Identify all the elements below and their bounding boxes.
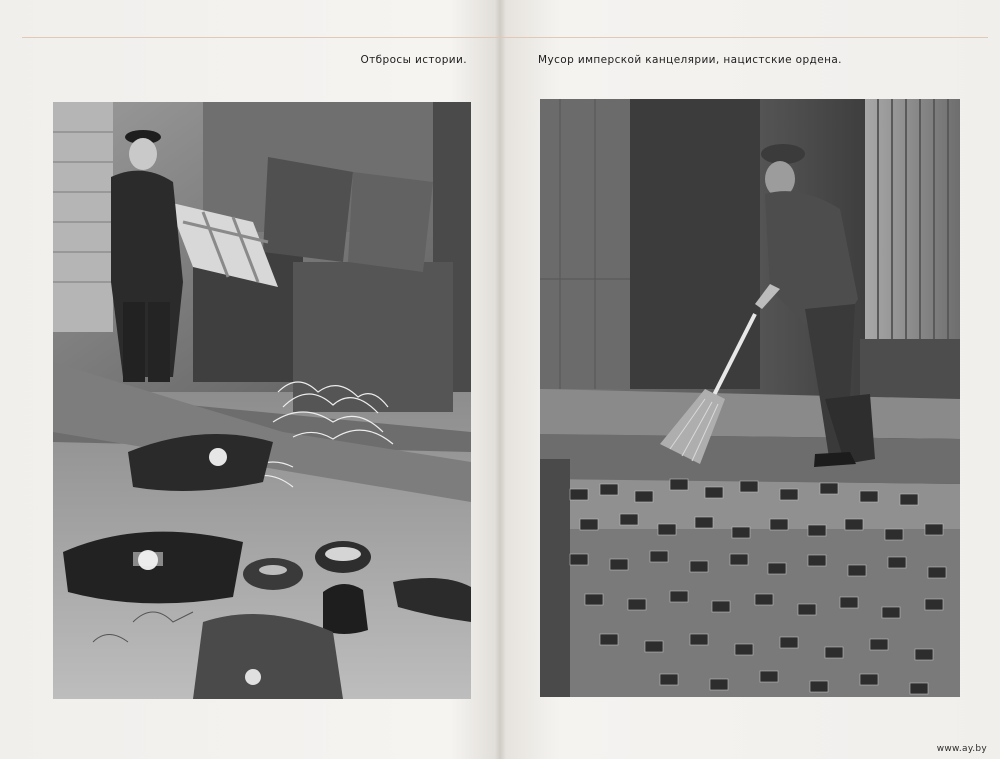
left-caption: Отбросы истории. <box>360 54 467 66</box>
left-photo <box>53 102 471 699</box>
right-page <box>500 0 1000 759</box>
soldier-sweeping-medals-photo <box>540 99 960 697</box>
right-photo <box>540 99 960 697</box>
old-man-with-crate-photo <box>53 102 471 699</box>
top-rule <box>22 37 500 38</box>
top-rule <box>500 37 988 38</box>
watermark: www.ay.by <box>936 744 987 754</box>
right-caption: Мусор имперской канцелярии, нацистские ордена. <box>538 54 842 66</box>
